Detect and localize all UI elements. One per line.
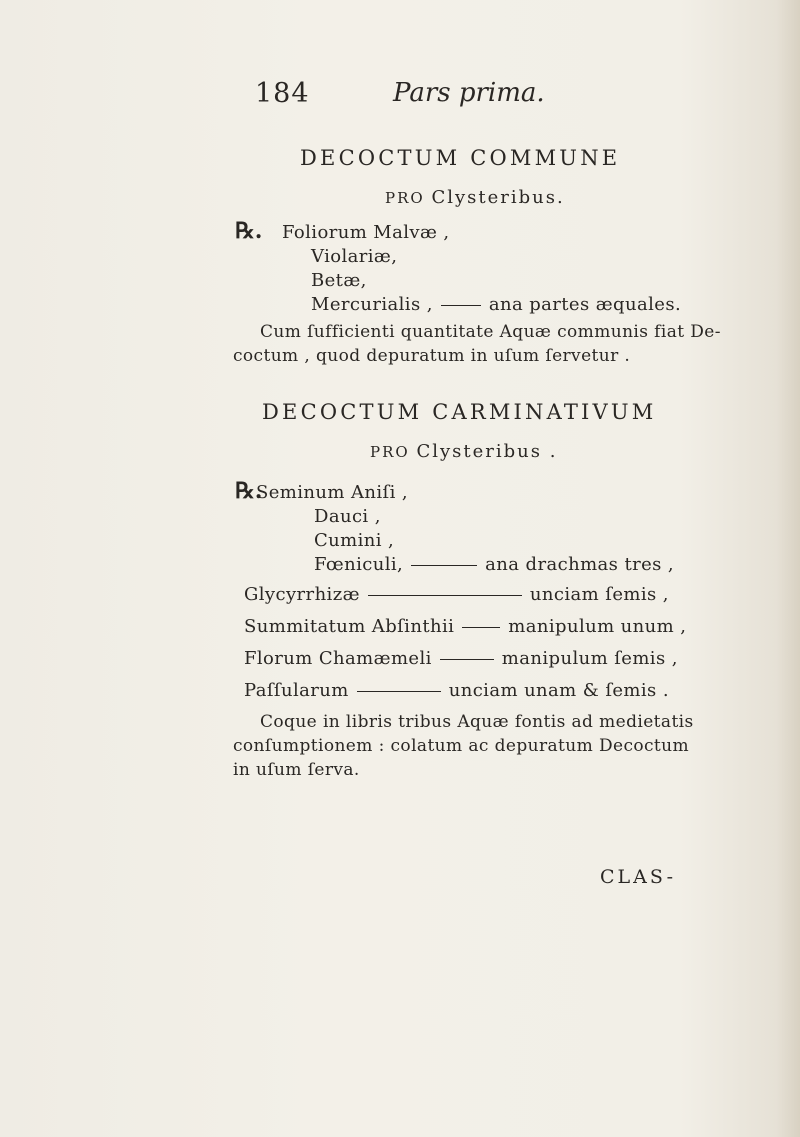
ingredient-name: Mercurialis ,: [311, 294, 433, 315]
ingredient-line: [244, 616, 686, 637]
dash-leader: [411, 565, 477, 566]
ingredient-name: Florum Chamæmeli: [244, 648, 432, 669]
section-2-title: DECOCTUM CARMINATIVUM: [262, 400, 657, 424]
ingredient-line: Cumini ,: [314, 530, 395, 551]
ingredient-line: [244, 584, 669, 605]
ingredient-line: Dauci ,: [314, 506, 381, 527]
ingredient-line: [244, 648, 678, 669]
ingredient-line: Betæ,: [311, 270, 367, 291]
ingredient-line: Foliorum Malvæ ,: [282, 222, 450, 243]
ingredient-dose: unciam unam & ſemis .: [448, 680, 669, 701]
instruction-line: Coque in libris tribus Aquæ fontis ad medietatis: [260, 712, 694, 732]
subtitle-word: Clysteribus.: [431, 187, 565, 208]
instruction-line: conſumptionem : colatum ac depuratum Decoctum: [233, 736, 690, 756]
recipe-symbol: ℞.: [235, 218, 263, 244]
ingredient-dose: ana partes æquales.: [488, 294, 682, 315]
dash-leader: [357, 691, 441, 692]
ingredient-line: Violariæ,: [311, 246, 398, 267]
ingredient-line: [314, 554, 674, 575]
running-title: Pars prima.: [393, 78, 545, 108]
subtitle-pro: PRO: [385, 189, 425, 207]
section-2-subtitle: [370, 441, 557, 462]
section-1-title: DECOCTUM COMMUNE: [300, 146, 621, 170]
ingredient-dose: ana drachmas tres ,: [485, 554, 675, 575]
dash-leader: [462, 627, 500, 628]
dash-leader: [368, 595, 522, 596]
recipe-symbol: ℞.: [235, 478, 263, 504]
ingredient-dose: unciam ſemis ,: [529, 584, 669, 605]
subtitle-pro: PRO: [370, 443, 410, 461]
ingredient-line: [311, 294, 681, 315]
instruction-line: coctum , quod depuratum in uſum ſervetur .: [233, 346, 631, 366]
dash-leader: [440, 659, 494, 660]
catchword: CLAS-: [600, 866, 677, 888]
page-number: 184: [255, 78, 310, 109]
instruction-line: in uſum ſerva.: [233, 760, 360, 780]
section-1-subtitle: [385, 187, 565, 208]
ingredient-line: [244, 680, 669, 701]
ingredient-name: Summitatum Abſinthii: [244, 616, 455, 637]
ingredient-name: Glycyrrhizæ: [244, 584, 360, 605]
dash-leader: [441, 305, 481, 306]
ingredient-line: Seminum Aniſi ,: [256, 482, 408, 503]
instruction-line: Cum ſufficienti quantitate Aquæ communis fiat De-: [260, 322, 721, 342]
ingredient-name: Paſſularum: [244, 680, 349, 701]
ingredient-name: Fœniculi,: [314, 554, 404, 575]
ingredient-dose: manipulum ſemis ,: [501, 648, 678, 669]
ingredient-dose: manipulum unum ,: [508, 616, 687, 637]
subtitle-word: Clysteribus .: [416, 441, 558, 462]
